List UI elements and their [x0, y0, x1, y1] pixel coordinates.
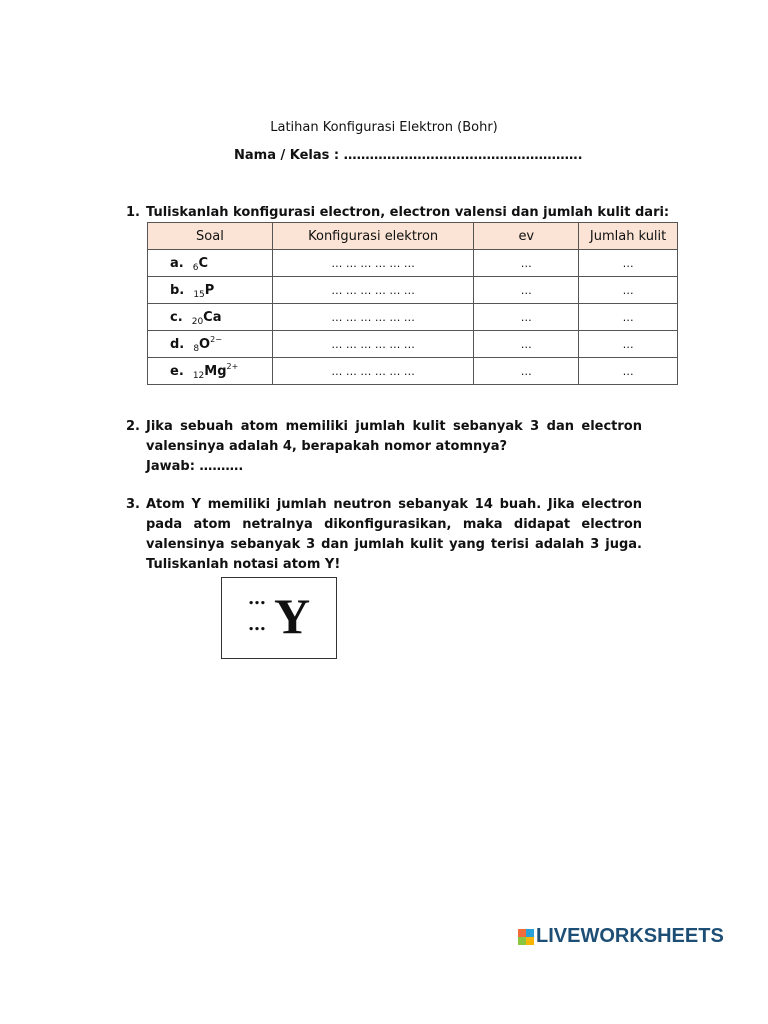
config-cell[interactable]: … … … … … …	[272, 358, 474, 385]
question-3-text: Atom Y memiliki jumlah neutron sebanyak 14 buah. Jika electron pada atom netralnya dikonfigurasikan, maka didapat electron valensinya sebanyak 3 dan jumlah kulit yang terisi adalah 3 juga. Tuliskanlah notasi atom Y!	[146, 497, 642, 572]
element-symbol: P	[204, 282, 215, 298]
header-soal: Soal	[148, 223, 273, 250]
ev-cell[interactable]: …	[474, 304, 579, 331]
atomic-number: 12	[192, 370, 205, 381]
table-row	[148, 250, 678, 277]
element-symbol: C	[198, 255, 209, 271]
ev-cell[interactable]: …	[474, 277, 579, 304]
question-2-text: Jika sebuah atom memiliki jumlah kulit sebanyak 3 dan electron valensinya adalah 4, berapakah nomor atomnya?	[146, 419, 642, 454]
table-row	[148, 358, 678, 385]
config-cell[interactable]: … … … … … …	[272, 250, 474, 277]
name-class-label: Nama / Kelas :	[234, 148, 344, 163]
soal-letter: a.	[170, 255, 184, 271]
element-symbol: Mg	[204, 363, 227, 379]
soal-letter: c.	[170, 309, 183, 325]
question-1-text: Tuliskanlah konfigurasi electron, electron valensi dan jumlah kulit dari:	[146, 205, 670, 220]
soal-cell	[148, 250, 273, 277]
soal-letter: d.	[170, 336, 185, 352]
soal-cell	[148, 277, 273, 304]
header-ev: ev	[474, 223, 579, 250]
element-symbol: O	[199, 336, 211, 352]
name-class-row	[234, 148, 583, 163]
question-2-number: 2.	[126, 419, 140, 434]
worksheet-title: Latihan Konfigurasi Elektron (Bohr)	[270, 120, 498, 135]
question-1	[126, 205, 669, 220]
atom-symbol: Y	[274, 588, 311, 644]
kulit-cell[interactable]: …	[579, 331, 678, 358]
element-symbol: Ca	[203, 309, 222, 325]
soal-cell	[148, 304, 273, 331]
soal-cell	[148, 358, 273, 385]
ev-cell[interactable]: …	[474, 250, 579, 277]
config-cell[interactable]: … … … … … …	[272, 304, 474, 331]
kulit-cell[interactable]: …	[579, 250, 678, 277]
atomic-number: 15	[193, 289, 205, 300]
atomic-number: 8	[193, 343, 200, 354]
question-2	[126, 417, 642, 477]
kulit-cell[interactable]: …	[579, 304, 678, 331]
kulit-cell[interactable]: …	[579, 277, 678, 304]
soal-letter: e.	[170, 363, 184, 379]
question-1-number: 1.	[126, 205, 140, 220]
question-2-answer[interactable]: Jawab: ……….	[146, 459, 244, 474]
table-header-row	[148, 223, 678, 250]
liveworksheets-logo-icon	[518, 929, 534, 945]
atomic-number: 6	[192, 262, 199, 273]
liveworksheets-logo	[518, 925, 724, 948]
name-class-blank[interactable]: ……………………………………………….	[343, 148, 583, 163]
ev-cell[interactable]: …	[474, 358, 579, 385]
liveworksheets-logo-text: LIVEWORKSHEETS	[536, 925, 724, 947]
question-3-number: 3.	[126, 497, 140, 512]
atomic-number: 20	[191, 316, 204, 327]
soal-letter: b.	[170, 282, 185, 298]
ion-charge: 2−	[210, 334, 222, 344]
table-row	[148, 331, 678, 358]
kulit-cell[interactable]: …	[579, 358, 678, 385]
config-cell[interactable]: … … … … … …	[272, 331, 474, 358]
atom-notation-box	[221, 577, 337, 659]
header-konfigurasi: Konfigurasi elektron	[272, 223, 474, 250]
configuration-table	[147, 222, 678, 385]
ion-charge: 2+	[226, 361, 239, 371]
atomic-number-blank[interactable]: …	[248, 614, 265, 635]
table-row	[148, 277, 678, 304]
mass-number-blank[interactable]: …	[248, 588, 265, 609]
config-cell[interactable]: … … … … … …	[272, 277, 474, 304]
soal-cell	[148, 331, 273, 358]
ev-cell[interactable]: …	[474, 331, 579, 358]
question-3	[126, 495, 642, 575]
table-row	[148, 304, 678, 331]
header-jumlah-kulit: Jumlah kulit	[579, 223, 678, 250]
